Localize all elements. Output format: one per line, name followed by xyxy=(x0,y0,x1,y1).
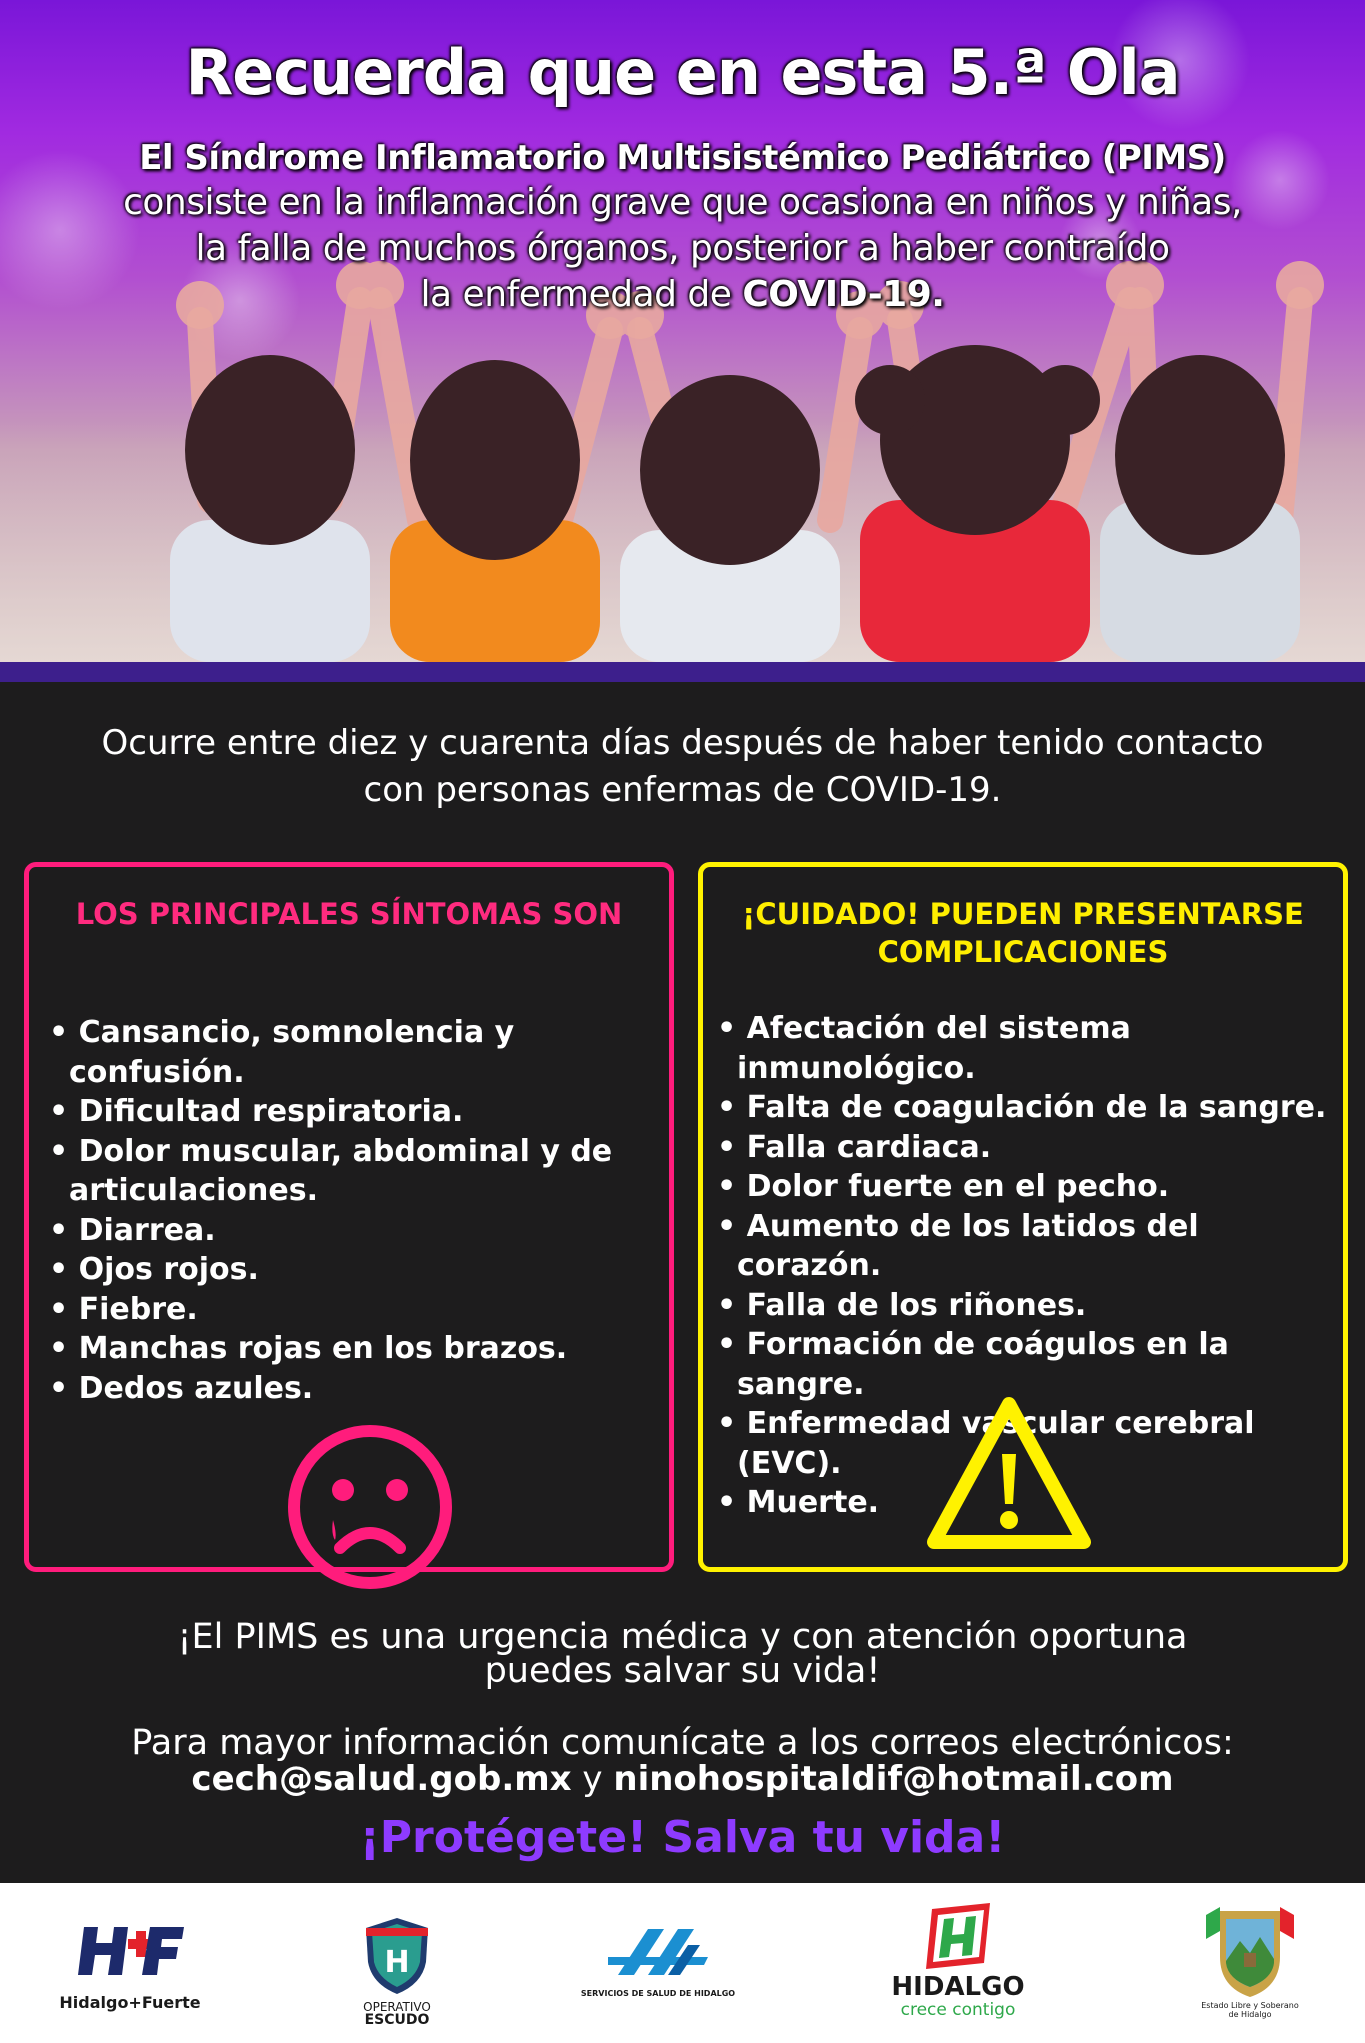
symptoms-box xyxy=(24,862,674,1572)
hidalgo-crece-logo xyxy=(918,1901,998,1971)
onset-line: Ocurre entre diez y cuarenta días después de haber tenido contacto xyxy=(101,723,1264,763)
urgency-line: puedes salvar su vida! xyxy=(484,1651,881,1691)
complications-heading-line: ¡CUIDADO! PUEDEN PRESENTARSE xyxy=(742,897,1304,931)
hidalgo-crece-label xyxy=(878,1973,1038,2019)
list-item: • Falta de coagulación de la sangre. xyxy=(717,1088,1347,1128)
email-connector: y xyxy=(571,1759,614,1799)
estado-label-line: Estado Libre y Soberano xyxy=(1201,2001,1299,2010)
symptoms-list xyxy=(49,1013,669,1408)
contact-info xyxy=(0,1725,1365,1797)
list-item: • Dolor muscular, abdominal y de articulaciones. xyxy=(49,1132,669,1211)
estado-hidalgo-seal xyxy=(1198,1901,1302,2001)
list-item: • Cansancio, somnolencia y confusión. xyxy=(49,1013,669,1092)
servicios-salud-logo xyxy=(608,1923,708,1983)
list-item: • Falla de los riñones. xyxy=(717,1286,1347,1326)
list-item: • Muerte. xyxy=(717,1483,1347,1523)
hero-banner xyxy=(0,0,1365,662)
hidalgo-fuerte-label: Hidalgo+Fuerte xyxy=(59,1993,201,2012)
hidalgo-fuerte-logo xyxy=(78,1921,188,1981)
complications-box xyxy=(698,862,1348,1572)
pims-definition-heading: El Síndrome Inflamatorio Multisistémico Pediátrico (PIMS) xyxy=(139,138,1226,178)
hero-text xyxy=(0,36,1365,318)
covid-keyword: COVID-19. xyxy=(742,274,945,315)
email-link-cech[interactable]: cech@salud.gob.mx xyxy=(191,1759,572,1799)
pims-definition-line: la falla de muchos órganos, posterior a haber contraído xyxy=(195,228,1170,269)
footer-logos xyxy=(0,1883,1365,2043)
list-item: • Falla cardiaca. xyxy=(717,1128,1347,1168)
list-item: • Dificultad respiratoria. xyxy=(49,1092,669,1132)
list-item: • Dolor fuerte en el pecho. xyxy=(717,1167,1347,1207)
list-item: • Dedos azules. xyxy=(49,1369,669,1409)
escudo-label: ESCUDO xyxy=(364,2012,430,2028)
operativo-escudo-label xyxy=(337,2001,457,2027)
operativo-label: OPERATIVO xyxy=(363,2000,431,2014)
list-item: • Afectación del sistema inmunológico. xyxy=(717,1009,1347,1088)
list-item: • Enfermedad vascular cerebral (EVC). xyxy=(717,1404,1347,1483)
hidalgo-wordmark: HIDALGO xyxy=(891,1972,1025,2002)
warning-icon xyxy=(924,1392,1094,1552)
list-item: • Ojos rojos. xyxy=(49,1250,669,1290)
crece-contigo-wordmark: crece contigo xyxy=(900,2000,1016,2020)
page-title: Recuerda que en esta 5.ª Ola xyxy=(185,36,1180,109)
list-item: • Diarrea. xyxy=(49,1211,669,1251)
pims-definition-line: consiste en la inflamación grave que ocasiona en niños y niñas, xyxy=(123,182,1242,223)
symptoms-heading: LOS PRINCIPALES SÍNTOMAS SON xyxy=(75,897,623,931)
divider-bar xyxy=(0,662,1365,682)
onset-line: con personas enfermas de COVID-19. xyxy=(363,770,1002,810)
complications-heading xyxy=(703,895,1343,971)
estado-hidalgo-label xyxy=(1175,2001,1325,2019)
sad-face-icon xyxy=(285,1422,455,1592)
list-item: • Manchas rojas en los brazos. xyxy=(49,1329,669,1369)
slogan: ¡Protégete! Salva tu vida! xyxy=(359,1812,1006,1863)
list-item: • Formación de coágulos en la sangre. xyxy=(717,1325,1347,1404)
urgency-message xyxy=(0,1617,1365,1691)
contact-intro: Para mayor información comunícate a los correos electrónicos: xyxy=(131,1723,1234,1763)
pims-definition-prefix: la enfermedad de xyxy=(420,274,743,315)
email-link-ninohospital[interactable]: ninohospitaldif@hotmail.com xyxy=(613,1759,1174,1799)
onset-info xyxy=(0,720,1365,814)
contact-emails xyxy=(0,1761,1365,1797)
list-item: • Aumento de los latidos del corazón. xyxy=(717,1207,1347,1286)
urgency-line: ¡El PIMS es una urgencia médica y con atención oportuna xyxy=(177,1617,1188,1657)
estado-label-line: de Hidalgo xyxy=(1228,2010,1272,2019)
complications-heading-line: COMPLICACIONES xyxy=(877,935,1169,969)
servicios-salud-label: SERVICIOS DE SALUD DE HIDALGO xyxy=(580,1989,736,1998)
svg-text:H: H xyxy=(384,1945,410,1980)
list-item: • Fiebre. xyxy=(49,1290,669,1330)
operativo-escudo-logo xyxy=(362,1916,432,1996)
pims-definition-line xyxy=(0,272,1365,318)
